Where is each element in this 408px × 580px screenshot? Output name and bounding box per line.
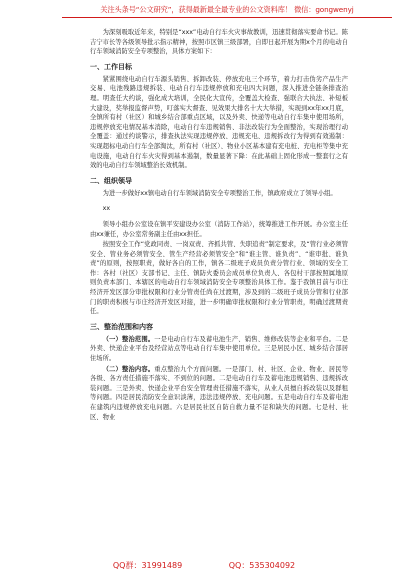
- content-paragraph: [90, 365, 348, 423]
- top-banner: [0, 0, 408, 22]
- qq-group-label: QQ群：31991489: [112, 561, 183, 570]
- organization-paragraph-3: 按照安全工作“党政同责、一岗双责、齐抓共管、失职追责”制定要求，及“管行业必须管安全、管业务必须管安全、管生产经营必须管安全”和“谁主管、谁负责”、“谁审批、谁负责”的原则，按照职责，做好各自的工作，镇各二级班子成员负责分管行业、领域的安全工作：各村（社区）支部书记、主任、镇防火委员会成员单位负责人、各包村干部按照属地原则负责本部门、本辖区的电动自行车领域消防安全专项整治具体工作。鉴于我镇目前与市庄经济开发区部分审批权限和行业分管责任尚在过渡期，涉及到的二级班子成员分管和行业部门的职责积极与市庄经济开发区对接，进一步明确审批权限和行业分管职责，明确过渡期责任。: [90, 241, 348, 316]
- bottom-banner: [0, 558, 408, 580]
- document-body: [90, 28, 348, 423]
- scope-text: 一是电动自行车及蓄电池生产、销售、维修改装等企业和平台。二是外卖、快递企业平台及经营站点等电动自行车集中使用单位。三是居民小区、城乡结合部居住场所。: [90, 335, 349, 363]
- banner-divider: [62, 17, 392, 18]
- content-text: 重点整治九个方面问题。一是部门、村、社区、企业、物业、居民等各级、各方责任措施不落实、不到位的问题。二是电动自行车及蓄电池违规销售、违规拆改装问题。三是外卖、快递企业平台安全管理责任措施不落实，从业人员擅自拆改装以及群租等问题。四是居民消防安全意识淡薄，违法违规停放、充电问题。五是电动自行车及蓄电池在建筑内违规停放充电问题。六是居民社区自防自救力量不足和缺失的问题。七是村、社区、物业: [90, 365, 349, 421]
- scope-paragraph: [90, 335, 348, 364]
- scope-label: （一）整治范围。: [102, 335, 155, 343]
- goals-paragraph: 紧紧围绕电动自行车源头销售、拆卸改装、停放充电三个环节，着力打击伪劣产品生产交易、电池残路违规拆装、电动自行车违规停放和充电四大问题，深入推进全链条排查治理。明查任大约谈，强化成大培训，全民化大宣传，全覆盖大检查、强联合大执法、补短板大建设，奖举报监督声势，叮落实大督查、见效果大排名十大大举措，实现到xx年xx月底，全镇所有村（社区）和城乡结合部重点区域，以及外卖、快递等电动自行车集中使用场所，违规停放充电情况基本消除，电动自行车违规销售、非法改装行为全面整治，实现治理行动全覆盖：通过约谈警示，排查执法实现违规停放、违规充电、违规拆改行为得到有效遏制：实现超标电动自行车全部淘汰，所有村（社区）、物业小区基本建有充电桩、充电柜等集中充电设施，电动自行车火灾得到基本遏制，数量显著下降：在此基础上固化形成一整套行之有效的电动自行车领域整治长效机制。: [90, 75, 348, 170]
- section-heading-organization: 二、组织领导: [90, 176, 132, 185]
- section-heading-scope: 三、整治范围和内容: [90, 322, 153, 331]
- organization-paragraph-1: 为进一步做好xx镇电动自行车领域消防安全专项整治工作，镇政府成立了领导小组。: [102, 189, 337, 197]
- section-heading-goals: 一、工作目标: [90, 62, 132, 71]
- banner-text[interactable]: 关注头条号“公文研究”，获得最新最全最专业的公文资料库！ 微信：gongwenyj: [100, 5, 354, 14]
- intro-paragraph: 为深刻吸取近年来，特别是“xxx”电动自行车火灾事故教训，迅速贯彻落实要命书记。陈吉宁市长等各级领导批示指示精神，按照市区镇三级部署，自即日起开展为期x个月的电动自行车领域消防安全专项整治，具体方案如下：: [90, 29, 348, 56]
- content-label: （二）整治内容。: [102, 365, 155, 373]
- bottom-contact: [0, 561, 408, 571]
- organization-paragraph-2: 领导小组办公室设在镇平安建设办公室（消防工作站），统筹推进工作开展。办公室主任由xx兼任，办公室常务副主任由xx担任。: [90, 220, 348, 238]
- leader-placeholder: xx: [102, 205, 111, 213]
- qq-label: QQ：535304092: [228, 561, 296, 570]
